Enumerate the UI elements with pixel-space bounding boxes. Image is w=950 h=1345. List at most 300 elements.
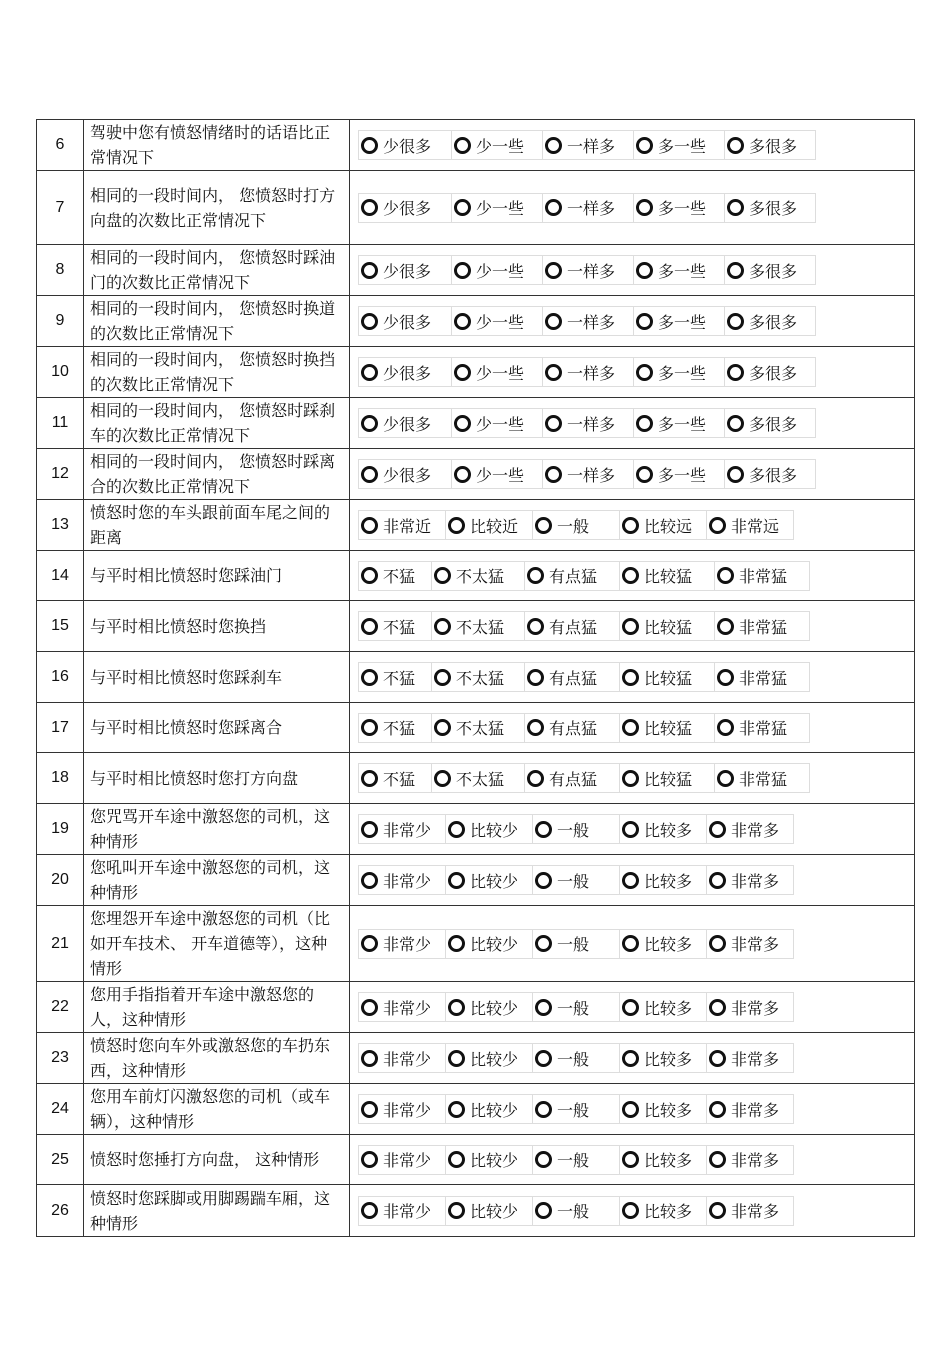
- question-text: 您用车前灯闪激怒您的司机（或车辆），这种情形: [84, 1084, 350, 1135]
- radio-option-label: 不太猛: [456, 567, 505, 586]
- radio-circle-icon[interactable]: [454, 415, 471, 432]
- radio-circle-icon[interactable]: [622, 719, 639, 736]
- radio-option-label: 一样多: [567, 312, 616, 332]
- radio-option-label: 一般: [557, 871, 590, 891]
- radio-option[interactable]: [724, 307, 815, 335]
- question-text: 愤怒时您捶打方向盘， 这种情形: [84, 1135, 350, 1185]
- radio-option[interactable]: [532, 511, 619, 539]
- radio-circle-icon[interactable]: [717, 618, 734, 635]
- radio-option-label: 比较少: [470, 871, 519, 891]
- radio-circle-icon[interactable]: [545, 199, 562, 216]
- radio-option[interactable]: [706, 815, 793, 843]
- radio-option-label: 非常远: [731, 516, 780, 536]
- radio-option[interactable]: [431, 562, 524, 590]
- radio-circle-icon[interactable]: [727, 262, 744, 279]
- question-row: [37, 171, 915, 245]
- radio-option-label: 不猛: [383, 567, 416, 586]
- radio-option-label: 一样多: [567, 136, 616, 156]
- radio-option[interactable]: [358, 866, 445, 894]
- radio-option[interactable]: [445, 993, 532, 1021]
- radio-circle-icon[interactable]: [636, 137, 653, 154]
- radio-option[interactable]: [706, 930, 793, 958]
- radio-circle-icon[interactable]: [361, 1151, 378, 1168]
- radio-circle-icon[interactable]: [361, 821, 378, 838]
- radio-option[interactable]: [445, 815, 532, 843]
- radio-circle-icon[interactable]: [361, 1101, 378, 1118]
- radio-option[interactable]: [445, 1146, 532, 1174]
- radio-option[interactable]: [706, 1095, 793, 1123]
- radio-option-label: 少一些: [476, 312, 525, 332]
- radio-option-label: 比较少: [470, 1100, 519, 1120]
- radio-option-label: 有点猛: [549, 567, 598, 586]
- radio-option[interactable]: [714, 764, 809, 792]
- radio-option[interactable]: [358, 460, 451, 488]
- radio-circle-icon[interactable]: [636, 415, 653, 432]
- radio-option-label: 一般: [557, 820, 590, 840]
- radio-option[interactable]: [714, 714, 809, 742]
- radio-option-label: 比较猛: [644, 567, 693, 586]
- radio-circle-icon[interactable]: [545, 415, 562, 432]
- radio-option-label: 比较少: [470, 1049, 519, 1069]
- radio-circle-icon[interactable]: [535, 999, 552, 1016]
- radio-circle-icon[interactable]: [454, 313, 471, 330]
- radio-option[interactable]: [358, 764, 431, 792]
- question-text: 您咒骂开车途中激怒您的司机，这种情形: [84, 804, 350, 855]
- question-row: [37, 245, 915, 296]
- radio-circle-icon[interactable]: [448, 1050, 465, 1067]
- radio-circle-icon[interactable]: [454, 137, 471, 154]
- question-number: 10: [37, 347, 84, 398]
- radio-option[interactable]: [619, 866, 706, 894]
- radio-circle-icon[interactable]: [361, 618, 378, 635]
- radio-circle-icon[interactable]: [717, 770, 734, 787]
- radio-option[interactable]: [431, 764, 524, 792]
- radio-circle-icon[interactable]: [545, 466, 562, 483]
- radio-option[interactable]: [633, 358, 724, 386]
- radio-circle-icon[interactable]: [454, 199, 471, 216]
- radio-option[interactable]: [358, 993, 445, 1021]
- question-text: 相同的一段时间内， 您愤怒时踩刹车的次数比正常情况下: [84, 398, 350, 449]
- radio-option-label: 一般: [557, 935, 590, 954]
- radio-option[interactable]: [532, 815, 619, 843]
- radio-option[interactable]: [633, 460, 724, 488]
- radio-option[interactable]: [358, 1095, 445, 1123]
- radio-circle-icon[interactable]: [622, 517, 639, 534]
- radio-circle-icon[interactable]: [727, 364, 744, 381]
- radio-option[interactable]: [358, 194, 451, 222]
- radio-option[interactable]: [633, 194, 724, 222]
- radio-circle-icon[interactable]: [545, 262, 562, 279]
- radio-circle-icon[interactable]: [434, 770, 451, 787]
- radio-option-label: 非常少: [383, 1202, 432, 1221]
- radio-option[interactable]: [633, 131, 724, 159]
- radio-option[interactable]: [724, 256, 815, 284]
- radio-option[interactable]: [542, 460, 633, 488]
- answer-options: [350, 652, 915, 703]
- radio-circle-icon[interactable]: [709, 1101, 726, 1118]
- radio-option[interactable]: [358, 1044, 445, 1072]
- question-text: 与平时相比愤怒时您踩离合: [84, 703, 350, 753]
- radio-option[interactable]: [542, 307, 633, 335]
- radio-circle-icon[interactable]: [727, 466, 744, 483]
- radio-option-label: 少很多: [383, 199, 432, 218]
- radio-circle-icon[interactable]: [709, 935, 726, 952]
- radio-option-label: 不猛: [383, 719, 416, 738]
- radio-circle-icon[interactable]: [709, 517, 726, 534]
- radio-option[interactable]: [532, 993, 619, 1021]
- question-row: [37, 601, 915, 652]
- radio-option[interactable]: [451, 460, 542, 488]
- radio-circle-icon[interactable]: [527, 770, 544, 787]
- radio-circle-icon[interactable]: [636, 199, 653, 216]
- radio-circle-icon[interactable]: [454, 466, 471, 483]
- radio-option[interactable]: [445, 511, 532, 539]
- radio-option[interactable]: [431, 612, 524, 640]
- radio-option[interactable]: [532, 930, 619, 958]
- radio-circle-icon[interactable]: [622, 872, 639, 889]
- radio-option[interactable]: [532, 1146, 619, 1174]
- radio-circle-icon[interactable]: [636, 466, 653, 483]
- radio-option[interactable]: [619, 1044, 706, 1072]
- radio-circle-icon[interactable]: [535, 1101, 552, 1118]
- radio-option[interactable]: [706, 511, 793, 539]
- radio-option-label: 非常少: [383, 1049, 432, 1069]
- radio-circle-icon[interactable]: [361, 364, 378, 381]
- answer-options: [350, 500, 915, 551]
- radio-circle-icon[interactable]: [727, 199, 744, 216]
- question-row: [37, 1084, 915, 1135]
- radio-circle-icon[interactable]: [727, 137, 744, 154]
- radio-option-label: 非常少: [383, 1151, 432, 1170]
- radio-circle-icon[interactable]: [361, 262, 378, 279]
- radio-option[interactable]: [706, 1146, 793, 1174]
- answer-options: [350, 398, 915, 449]
- radio-option[interactable]: [451, 194, 542, 222]
- radio-option-label: 一般: [557, 516, 590, 536]
- radio-circle-icon[interactable]: [535, 1151, 552, 1168]
- question-text: 与平时相比愤怒时您踩油门: [84, 551, 350, 601]
- radio-group: [358, 510, 794, 540]
- question-number: 13: [37, 500, 84, 551]
- radio-circle-icon[interactable]: [622, 999, 639, 1016]
- radio-group: [358, 1145, 794, 1175]
- question-row: [37, 500, 915, 551]
- radio-circle-icon[interactable]: [622, 935, 639, 952]
- radio-option[interactable]: [619, 993, 706, 1021]
- question-text: 驾驶中您有愤怒情绪时的话语比正常情况下: [84, 120, 350, 171]
- radio-circle-icon[interactable]: [717, 669, 734, 686]
- radio-option[interactable]: [451, 307, 542, 335]
- radio-circle-icon[interactable]: [535, 872, 552, 889]
- question-row: [37, 804, 915, 855]
- radio-option[interactable]: [619, 663, 714, 691]
- radio-circle-icon[interactable]: [727, 313, 744, 330]
- radio-option[interactable]: [706, 1197, 793, 1225]
- radio-option-label: 多一些: [658, 312, 707, 332]
- radio-option[interactable]: [532, 1095, 619, 1123]
- radio-circle-icon[interactable]: [361, 415, 378, 432]
- radio-option[interactable]: [358, 131, 451, 159]
- question-number: 21: [37, 906, 84, 982]
- radio-option[interactable]: [358, 256, 451, 284]
- radio-option[interactable]: [619, 930, 706, 958]
- radio-circle-icon[interactable]: [622, 618, 639, 635]
- radio-circle-icon[interactable]: [448, 1202, 465, 1219]
- radio-option[interactable]: [542, 409, 633, 437]
- radio-circle-icon[interactable]: [448, 1101, 465, 1118]
- radio-option[interactable]: [619, 1197, 706, 1225]
- radio-option[interactable]: [532, 866, 619, 894]
- answer-options: [350, 347, 915, 398]
- radio-circle-icon[interactable]: [448, 935, 465, 952]
- radio-circle-icon[interactable]: [527, 719, 544, 736]
- radio-option[interactable]: [706, 993, 793, 1021]
- radio-option[interactable]: [358, 663, 431, 691]
- radio-option[interactable]: [714, 562, 809, 590]
- radio-circle-icon[interactable]: [434, 618, 451, 635]
- answer-options: [350, 1135, 915, 1185]
- question-text: 愤怒时您踩脚或用脚踢踹车厢，这种情形: [84, 1185, 350, 1237]
- radio-group: [358, 357, 816, 387]
- radio-circle-icon[interactable]: [361, 517, 378, 534]
- question-number: 26: [37, 1185, 84, 1237]
- radio-option[interactable]: [524, 663, 619, 691]
- radio-circle-icon[interactable]: [709, 1202, 726, 1219]
- radio-circle-icon[interactable]: [434, 669, 451, 686]
- radio-option[interactable]: [358, 1146, 445, 1174]
- radio-option[interactable]: [524, 562, 619, 590]
- radio-option[interactable]: [358, 511, 445, 539]
- radio-option[interactable]: [724, 358, 815, 386]
- radio-option[interactable]: [724, 131, 815, 159]
- radio-option-label: 不太猛: [456, 769, 505, 789]
- radio-option-label: 非常多: [731, 1151, 780, 1170]
- radio-option[interactable]: [358, 562, 431, 590]
- radio-circle-icon[interactable]: [709, 821, 726, 838]
- radio-option[interactable]: [524, 714, 619, 742]
- radio-circle-icon[interactable]: [527, 567, 544, 584]
- radio-circle-icon[interactable]: [361, 137, 378, 154]
- radio-option[interactable]: [633, 409, 724, 437]
- radio-circle-icon[interactable]: [545, 313, 562, 330]
- radio-option[interactable]: [445, 866, 532, 894]
- radio-option[interactable]: [633, 307, 724, 335]
- radio-option[interactable]: [358, 307, 451, 335]
- radio-option[interactable]: [451, 131, 542, 159]
- answer-options: [350, 171, 915, 245]
- radio-circle-icon[interactable]: [361, 1050, 378, 1067]
- radio-circle-icon[interactable]: [361, 770, 378, 787]
- radio-circle-icon[interactable]: [448, 999, 465, 1016]
- answer-options: [350, 703, 915, 753]
- radio-circle-icon[interactable]: [434, 567, 451, 584]
- radio-circle-icon[interactable]: [717, 567, 734, 584]
- radio-option[interactable]: [532, 1044, 619, 1072]
- radio-circle-icon[interactable]: [535, 1202, 552, 1219]
- radio-option-label: 一样多: [567, 465, 616, 485]
- radio-option-label: 少一些: [476, 199, 525, 218]
- radio-option[interactable]: [706, 866, 793, 894]
- question-text: 相同的一段时间内， 您愤怒时换挡的次数比正常情况下: [84, 347, 350, 398]
- radio-option[interactable]: [714, 663, 809, 691]
- radio-option-label: 一般: [557, 1202, 590, 1221]
- radio-circle-icon[interactable]: [535, 935, 552, 952]
- radio-option[interactable]: [724, 460, 815, 488]
- radio-circle-icon[interactable]: [454, 262, 471, 279]
- radio-circle-icon[interactable]: [636, 313, 653, 330]
- radio-circle-icon[interactable]: [545, 137, 562, 154]
- answer-options: [350, 245, 915, 296]
- radio-option[interactable]: [619, 815, 706, 843]
- radio-option[interactable]: [358, 815, 445, 843]
- radio-option[interactable]: [358, 930, 445, 958]
- question-row: [37, 398, 915, 449]
- radio-circle-icon[interactable]: [361, 935, 378, 952]
- question-number: 24: [37, 1084, 84, 1135]
- radio-option[interactable]: [542, 358, 633, 386]
- radio-option[interactable]: [358, 714, 431, 742]
- radio-option[interactable]: [619, 714, 714, 742]
- radio-option[interactable]: [619, 562, 714, 590]
- radio-circle-icon[interactable]: [361, 313, 378, 330]
- radio-circle-icon[interactable]: [636, 364, 653, 381]
- radio-option[interactable]: [542, 256, 633, 284]
- radio-circle-icon[interactable]: [535, 1050, 552, 1067]
- radio-circle-icon[interactable]: [448, 872, 465, 889]
- radio-circle-icon[interactable]: [622, 567, 639, 584]
- radio-option-label: 非常少: [383, 935, 432, 954]
- radio-option[interactable]: [724, 409, 815, 437]
- radio-option[interactable]: [619, 612, 714, 640]
- radio-circle-icon[interactable]: [361, 567, 378, 584]
- radio-option-label: 非常多: [731, 871, 780, 891]
- answer-options: [350, 855, 915, 906]
- radio-option[interactable]: [431, 714, 524, 742]
- radio-circle-icon[interactable]: [448, 517, 465, 534]
- radio-circle-icon[interactable]: [454, 364, 471, 381]
- radio-option-label: 少很多: [383, 136, 432, 156]
- radio-option-label: 少一些: [476, 136, 525, 156]
- radio-option-label: 不太猛: [456, 719, 505, 738]
- radio-option[interactable]: [619, 1095, 706, 1123]
- radio-option[interactable]: [714, 612, 809, 640]
- radio-option-label: 少很多: [383, 465, 432, 485]
- radio-option[interactable]: [633, 256, 724, 284]
- radio-option-label: 有点猛: [549, 719, 598, 738]
- radio-circle-icon[interactable]: [361, 669, 378, 686]
- radio-circle-icon[interactable]: [535, 821, 552, 838]
- radio-option[interactable]: [532, 1197, 619, 1225]
- radio-group: [358, 130, 816, 160]
- question-text: 您用手指指着开车途中激怒您的人，这种情形: [84, 982, 350, 1033]
- radio-option[interactable]: [445, 1197, 532, 1225]
- question-number: 18: [37, 753, 84, 804]
- radio-circle-icon[interactable]: [709, 872, 726, 889]
- radio-circle-icon[interactable]: [434, 719, 451, 736]
- radio-option[interactable]: [451, 409, 542, 437]
- radio-circle-icon[interactable]: [709, 1151, 726, 1168]
- radio-circle-icon[interactable]: [361, 872, 378, 889]
- radio-option-label: 比较少: [470, 820, 519, 840]
- question-row: [37, 753, 915, 804]
- radio-circle-icon[interactable]: [622, 821, 639, 838]
- radio-option[interactable]: [619, 511, 706, 539]
- radio-circle-icon[interactable]: [527, 618, 544, 635]
- radio-circle-icon[interactable]: [717, 719, 734, 736]
- radio-option-label: 多很多: [749, 136, 798, 156]
- radio-option-label: 非常猛: [739, 719, 788, 738]
- radio-option-label: 不猛: [383, 769, 416, 789]
- radio-circle-icon[interactable]: [622, 669, 639, 686]
- answer-options: [350, 601, 915, 652]
- radio-option[interactable]: [445, 930, 532, 958]
- radio-option[interactable]: [542, 131, 633, 159]
- radio-group: [358, 1196, 794, 1226]
- radio-circle-icon[interactable]: [527, 669, 544, 686]
- radio-circle-icon[interactable]: [361, 1202, 378, 1219]
- radio-option-label: 非常多: [731, 998, 780, 1018]
- radio-option-label: 非常多: [731, 1100, 780, 1120]
- radio-circle-icon[interactable]: [622, 1101, 639, 1118]
- radio-option[interactable]: [358, 612, 431, 640]
- radio-option-label: 比较近: [470, 516, 519, 536]
- radio-circle-icon[interactable]: [361, 719, 378, 736]
- radio-option[interactable]: [619, 1146, 706, 1174]
- radio-option[interactable]: [358, 358, 451, 386]
- radio-option[interactable]: [524, 612, 619, 640]
- radio-option-label: 比较多: [644, 1202, 693, 1221]
- radio-option-label: 非常猛: [739, 567, 788, 586]
- radio-option[interactable]: [724, 194, 815, 222]
- radio-option-label: 不太猛: [456, 617, 505, 637]
- radio-option[interactable]: [619, 764, 714, 792]
- answer-options: [350, 449, 915, 500]
- radio-option-label: 少很多: [383, 414, 432, 434]
- radio-circle-icon[interactable]: [622, 770, 639, 787]
- radio-circle-icon[interactable]: [448, 1151, 465, 1168]
- radio-circle-icon[interactable]: [709, 999, 726, 1016]
- radio-circle-icon[interactable]: [622, 1202, 639, 1219]
- radio-option-label: 少很多: [383, 261, 432, 281]
- radio-circle-icon[interactable]: [361, 466, 378, 483]
- radio-circle-icon[interactable]: [622, 1050, 639, 1067]
- radio-circle-icon[interactable]: [545, 364, 562, 381]
- radio-option[interactable]: [524, 764, 619, 792]
- radio-option[interactable]: [542, 194, 633, 222]
- radio-option[interactable]: [358, 1197, 445, 1225]
- radio-option-label: 一般: [557, 1100, 590, 1120]
- radio-option[interactable]: [445, 1044, 532, 1072]
- radio-option[interactable]: [445, 1095, 532, 1123]
- radio-circle-icon[interactable]: [709, 1050, 726, 1067]
- radio-option[interactable]: [358, 409, 451, 437]
- radio-circle-icon[interactable]: [361, 999, 378, 1016]
- radio-circle-icon[interactable]: [361, 199, 378, 216]
- radio-circle-icon[interactable]: [636, 262, 653, 279]
- radio-option[interactable]: [451, 358, 542, 386]
- radio-option-label: 比较远: [644, 516, 693, 536]
- radio-circle-icon[interactable]: [535, 517, 552, 534]
- radio-option[interactable]: [706, 1044, 793, 1072]
- question-row: [37, 347, 915, 398]
- radio-option-label: 一样多: [567, 199, 616, 218]
- radio-circle-icon[interactable]: [448, 821, 465, 838]
- radio-circle-icon[interactable]: [622, 1151, 639, 1168]
- radio-option[interactable]: [451, 256, 542, 284]
- radio-circle-icon[interactable]: [727, 415, 744, 432]
- radio-option-label: 非常猛: [739, 769, 788, 789]
- radio-option[interactable]: [431, 663, 524, 691]
